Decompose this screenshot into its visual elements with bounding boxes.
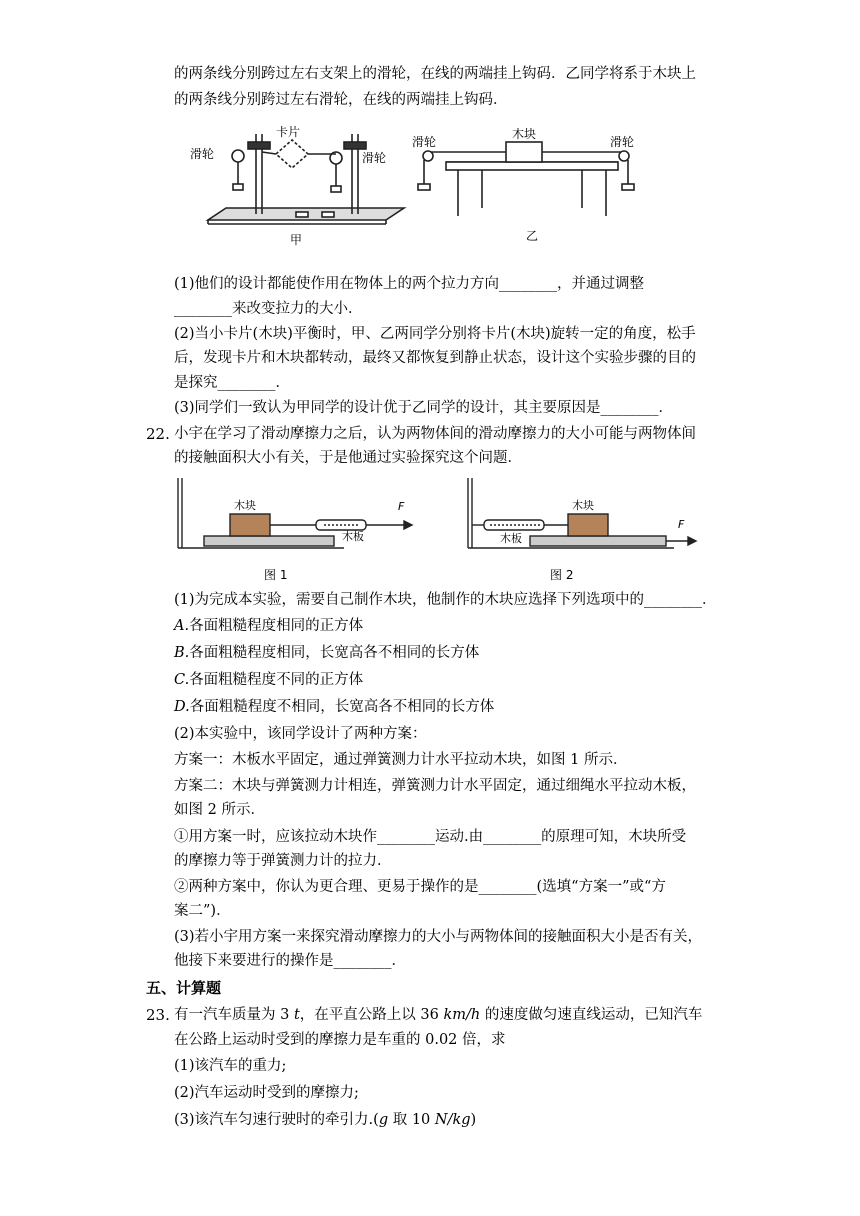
fig1-force-label: F (398, 500, 405, 513)
q23-part2: (2)汽车运动时受到的摩擦力; (174, 1085, 359, 1101)
fig2-board-label: 木板 (500, 532, 522, 545)
q23-stem-b: ，在平直公路上以 36 (299, 1007, 444, 1023)
q22-part1: (1)为完成本实验，需要自己制作木块，他制作的木块应选择下列选项中的________． (174, 592, 717, 608)
label-right-pulley: 滑轮 (362, 151, 387, 165)
section-title: 五、计算题 (146, 979, 222, 997)
option-d-label: D. (174, 699, 190, 715)
fig2-force-label: F (678, 518, 685, 531)
label-jia: 甲 (290, 233, 303, 247)
option-c-text: 各面粗糙程度不同的正方体 (189, 672, 364, 688)
fig1-caption: 图 1 (264, 568, 288, 582)
figure-jia-yi (186, 124, 656, 250)
fig1-board-label: 木板 (342, 530, 364, 543)
q22-plan2-line1: 方案二：木块与弹簧测力计相连，弹簧测力计水平固定，通过细绳水平拉动木板， (174, 778, 696, 794)
q23-part3-b: 取 10 (388, 1112, 435, 1128)
label-pulley-b2: 滑轮 (610, 135, 635, 149)
q23-stem-line1 (174, 1005, 702, 1025)
q22-sub1-line2: 的摩擦力等于弹簧测力计的拉力． (174, 853, 392, 869)
q22-number: 22. (146, 425, 170, 443)
option-b-text: 各面粗糙程度相同，长宽高各不相同的长方体 (189, 645, 480, 661)
q23-unit-nkg: N/kg (434, 1112, 471, 1128)
option-b-label: B. (174, 645, 190, 661)
option-c-label: C. (174, 672, 190, 688)
fig2-caption: 图 2 (550, 568, 574, 582)
figure-1 (174, 476, 424, 552)
fig1-block-label: 木块 (234, 499, 256, 512)
q23-stem-c: 的速度做匀速直线运动，已知汽车 (480, 1007, 703, 1023)
figure-2 (464, 476, 704, 552)
q22-part3-line2: 他接下来要进行的操作是________． (174, 953, 406, 969)
q23-unit-speed: km/h (443, 1007, 481, 1023)
q22-part3-line1: (3)若小宇用方案一来探究滑动摩擦力的大小与两物体间的接触面积大小是否有关， (174, 929, 703, 945)
q23-part1: (1)该汽车的重力; (174, 1058, 287, 1074)
q22-plan2-line2: 如图 2 所示． (174, 802, 265, 818)
q22-sub2-line1: ②两种方案中，你认为更合理、更易于操作的是________(选填“方案一”或“方 (174, 879, 666, 895)
q22-option-c (174, 670, 363, 690)
fig2-block-label: 木块 (572, 499, 594, 512)
q21-part2-line1: (2)当小卡片(木块)平衡时，甲、乙两同学分别将卡片(木块)旋转一定的角度，松手 (174, 326, 696, 342)
q23-g-symbol: g (378, 1112, 389, 1128)
q21-part1-line2: ________来改变拉力的大小． (174, 301, 363, 317)
q22-option-d (174, 697, 494, 717)
label-pulley-b1: 滑轮 (412, 135, 437, 149)
q21-part2-line2: 后，发现卡片和木块都转动，最终又都恢复到静止状态，设计这个实验步骤的目的 (174, 350, 696, 366)
q23-part3 (174, 1110, 476, 1130)
q22-plan1: 方案一：木板水平固定，通过弹簧测力计水平拉动木块，如图 1 所示． (174, 752, 628, 768)
intro-line-1: 的两条线分别跨过左右支架上的滑轮，在线的两端挂上钩码．乙同学将系于木块上 (174, 66, 696, 82)
label-yi: 乙 (526, 229, 539, 243)
intro-line-2: 的两条线分别跨过左右滑轮，在线的两端挂上钩码． (174, 92, 508, 108)
option-d-text: 各面粗糙程度不相同，长宽高各不相同的长方体 (189, 699, 495, 715)
q23-stem-line2: 在公路上运动时受到的摩擦力是车重的 0.02 倍，求 (174, 1032, 506, 1048)
q22-option-b (174, 643, 479, 663)
q21-part3: (3)同学们一致认为甲同学的设计优于乙同学的设计，其主要原因是________． (174, 400, 674, 416)
q22-option-a (174, 616, 363, 636)
q21-part1-line1: (1)他们的设计都能使作用在物体上的两个拉力方向________，并通过调整 (174, 276, 645, 292)
q22-part2: (2)本实验中，该同学设计了两种方案： (174, 726, 427, 742)
q23-part3-c: ) (470, 1112, 477, 1128)
q22-sub1-line1: ①用方案一时，应该拉动木块作________运动.由________的原理可知，木块所受 (174, 829, 687, 845)
label-left-pulley: 滑轮 (190, 147, 215, 161)
q21-part2-line3: 是探究________． (174, 375, 290, 391)
q23-stem-a: 有一汽车质量为 3 (174, 1007, 294, 1023)
q23-unit-t: t (293, 1007, 300, 1023)
q23-part3-a: (3)该汽车匀速行驶时的牵引力.( (174, 1112, 379, 1128)
q23-number: 23. (146, 1006, 170, 1024)
q22-stem-line1: 小宇在学习了滑动摩擦力之后，认为两物体间的滑动摩擦力的大小可能与两物体间 (174, 426, 696, 442)
option-a-label: A. (174, 618, 190, 634)
q22-stem-line2: 的接触面积大小有关，于是他通过实验探究这个问题． (174, 450, 522, 466)
option-a-text: 各面粗糙程度相同的正方体 (189, 618, 364, 634)
label-block-top: 木块 (512, 127, 537, 141)
label-card: 卡片 (276, 125, 301, 139)
q22-sub2-line2: 案二”)． (174, 903, 231, 919)
